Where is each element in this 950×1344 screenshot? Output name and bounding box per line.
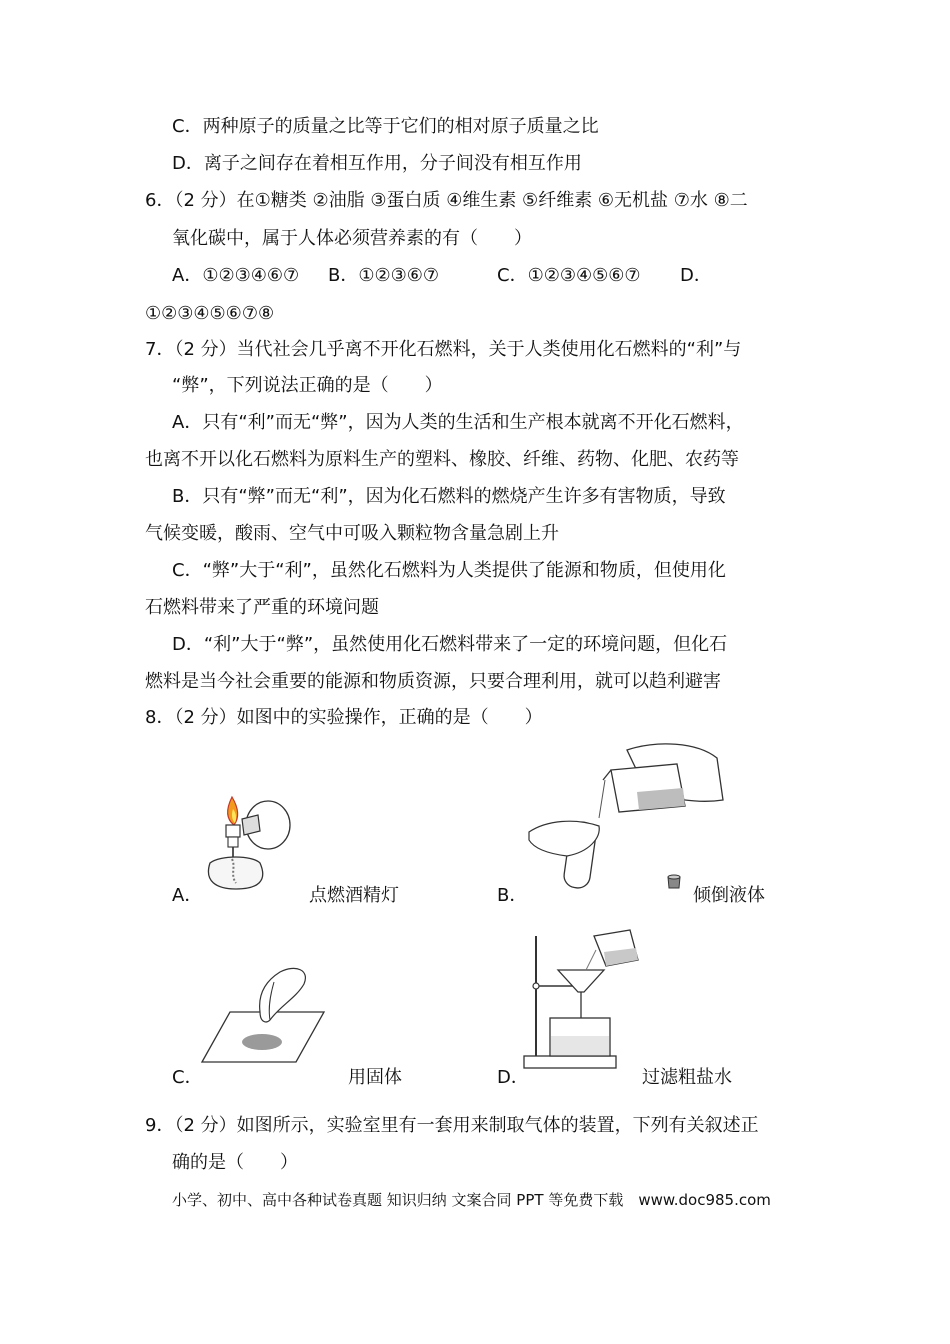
q8-stem: 8．（2 分）如图中的实验操作，正确的是（ ） <box>145 707 543 728</box>
q7-stem-line1: 7．（2 分）当代社会几乎离不开化石燃料，关于人类使用化石燃料的“利”与 <box>145 339 742 360</box>
q7-option-d-line1: D．“利”大于“弊”，虽然使用化石燃料带来了一定的环境问题，但化石 <box>172 634 728 655</box>
page-footer: 小学、初中、高中各种试卷真题 知识归纳 文案合同 PPT 等免费下载 www.doc985.com <box>172 1191 771 1209</box>
q7-option-a-line2: 也离不开以化石燃料为原料生产的塑料、橡胶、纤维、药物、化肥、农药等 <box>145 449 739 470</box>
q6-option-d: D． <box>680 265 712 286</box>
filtration-setup-figure <box>520 926 644 1072</box>
q7-option-b-line1: B．只有“弊”而无“利”，因为化石燃料的燃烧产生许多有害物质，导致 <box>172 486 726 507</box>
q5-option-d: D．离子之间存在着相互作用，分子间没有相互作用 <box>172 153 582 174</box>
q7-stem-line2: “弊”，下列说法正确的是（ ） <box>172 375 443 396</box>
q8-option-a-letter: A． <box>172 885 203 906</box>
q8-option-b-caption: 倾倒液体 <box>693 885 765 906</box>
bottle-stopper-figure <box>664 871 684 891</box>
q6-stem-line2: 氧化碳中，属于人体必须营养素的有（ ） <box>172 228 532 249</box>
q8-option-a-caption: 点燃酒精灯 <box>309 885 399 906</box>
handling-solid-figure <box>200 962 328 1066</box>
alcohol-lamp-figure <box>196 785 296 895</box>
q7-option-d-line2: 燃料是当今社会重要的能源和物质资源，只要合理利用，就可以趋利避害 <box>145 671 721 692</box>
q8-option-d-caption: 过滤粗盐水 <box>642 1067 732 1088</box>
q6-option-a: A．①②③④⑥⑦ <box>172 265 300 286</box>
q9-stem-line1: 9．（2 分）如图所示，实验室里有一套用来制取气体的装置，下列有关叙述正 <box>145 1115 759 1136</box>
q8-option-c-caption: 用固体 <box>348 1067 402 1088</box>
q5-option-c: C．两种原子的质量之比等于它们的相对原子质量之比 <box>172 116 599 137</box>
q6-stem-line1: 6．（2 分）在①糖类 ②油脂 ③蛋白质 ④维生素 ⑤纤维素 ⑥无机盐 ⑦水 ⑧二 <box>145 190 748 211</box>
q8-option-c-letter: C． <box>172 1067 203 1088</box>
q9-stem-line2: 确的是（ ） <box>172 1152 298 1173</box>
q6-option-d-value: ①②③④⑤⑥⑦⑧ <box>145 303 275 324</box>
q7-option-c-line1: C．“弊”大于“利”，虽然化石燃料为人类提供了能源和物质，但使用化 <box>172 560 726 581</box>
q6-option-c: C．①②③④⑤⑥⑦ <box>497 265 641 286</box>
q8-option-b-letter: B． <box>497 885 528 906</box>
q8-option-d-letter: D． <box>497 1067 529 1088</box>
pouring-liquid-figure <box>527 740 727 890</box>
q6-option-b: B．①②③⑥⑦ <box>328 265 440 286</box>
q7-option-a-line1: A．只有“利”而无“弊”，因为人类的生活和生产根本就离不开化石燃料， <box>172 412 744 433</box>
q7-option-c-line2: 石燃料带来了严重的环境问题 <box>145 597 379 618</box>
q7-option-b-line2: 气候变暖，酸雨、空气中可吸入颗粒物含量急剧上升 <box>145 523 559 544</box>
